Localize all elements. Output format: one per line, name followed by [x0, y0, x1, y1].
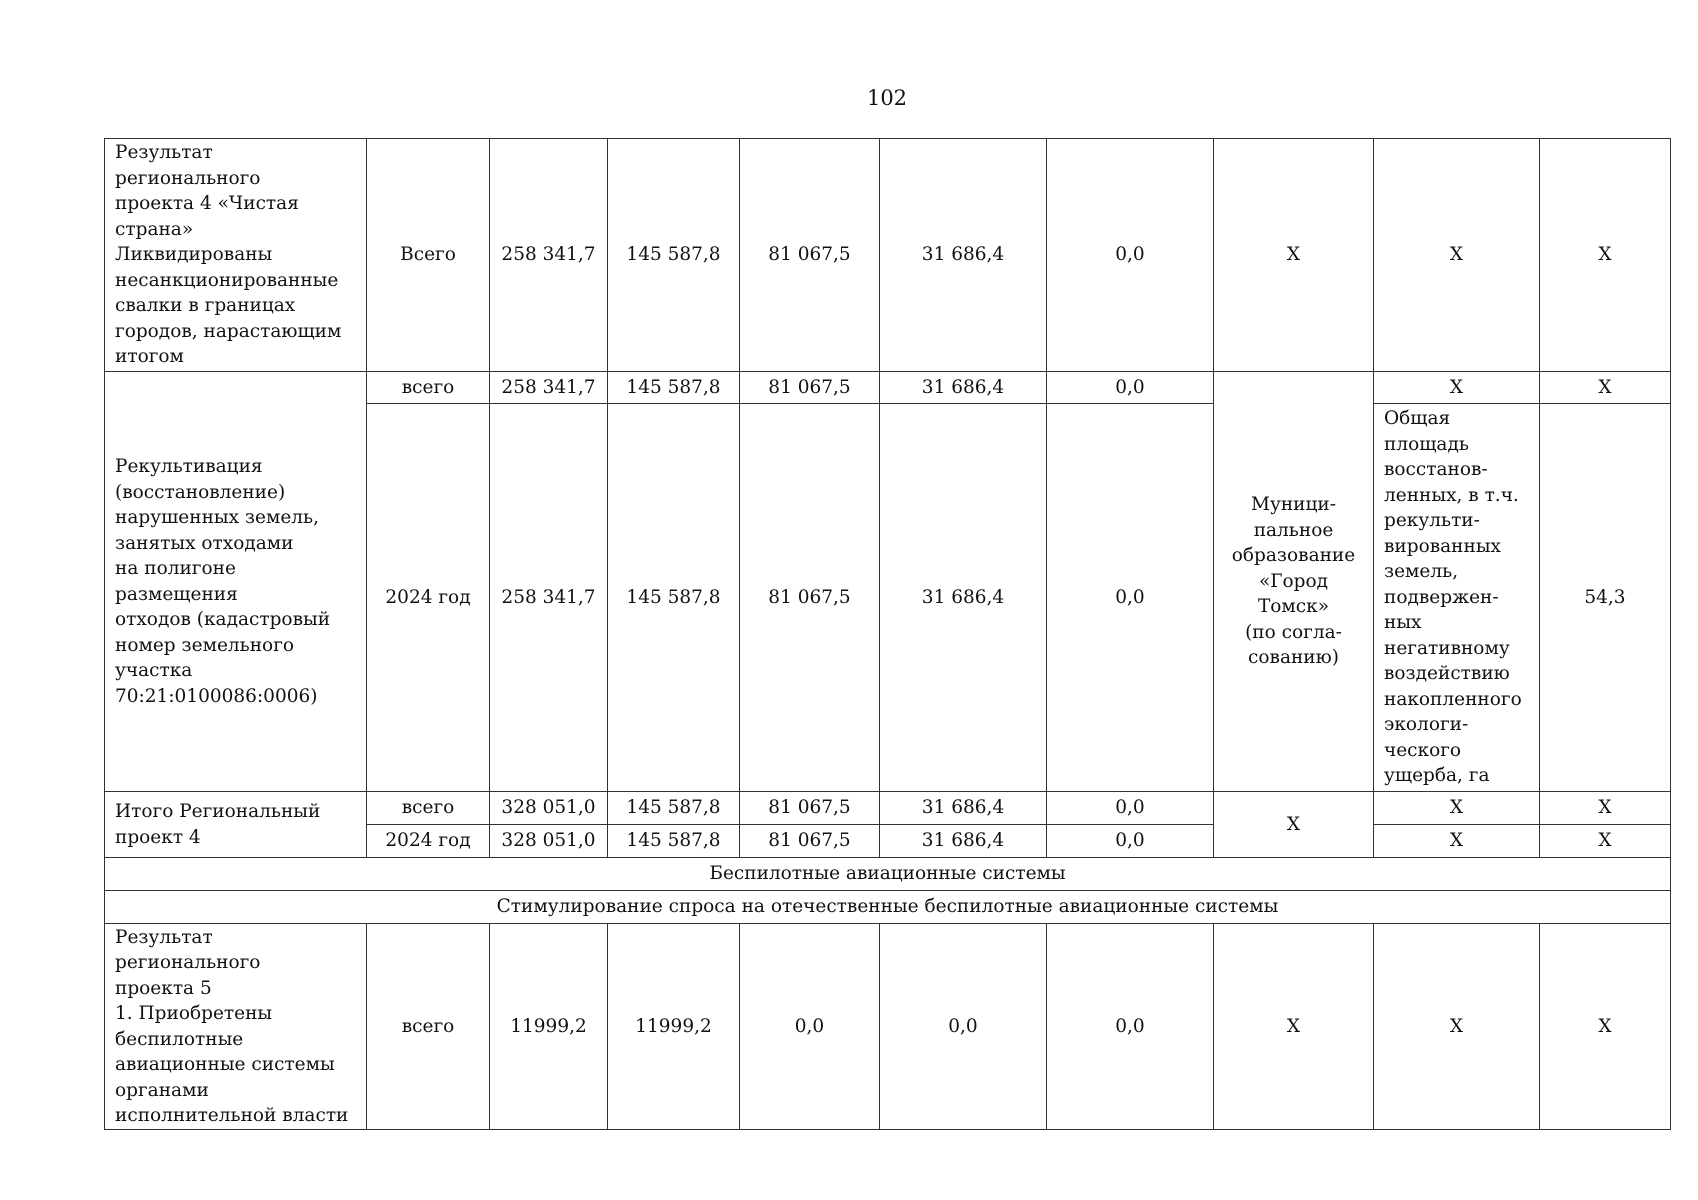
- value-cell: 81 067,5: [740, 404, 880, 792]
- period-cell: Всего: [367, 139, 490, 372]
- value-cell: 258 341,7: [490, 404, 608, 792]
- executor-cell: Муници- пальное образование «Город Томск» (по согла- сованию): [1214, 372, 1374, 792]
- section-row: [105, 858, 1671, 891]
- period-cell: всего: [367, 372, 490, 404]
- indicator-value-cell: X: [1540, 139, 1671, 372]
- value-cell: 0,0: [1047, 372, 1214, 404]
- value-cell: 31 686,4: [880, 372, 1047, 404]
- value-cell: 0,0: [1047, 924, 1214, 1130]
- indicator-cell: X: [1374, 792, 1540, 825]
- value-cell: 11999,2: [608, 924, 740, 1130]
- value-cell: 145 587,8: [608, 825, 740, 858]
- period-cell: 2024 год: [367, 404, 490, 792]
- value-cell: 0,0: [1047, 825, 1214, 858]
- value-cell: 81 067,5: [740, 825, 880, 858]
- indicator-value-cell: X: [1540, 372, 1671, 404]
- executor-cell: X: [1214, 924, 1374, 1130]
- value-cell: 145 587,8: [608, 404, 740, 792]
- value-cell: 81 067,5: [740, 792, 880, 825]
- value-cell: 81 067,5: [740, 139, 880, 372]
- value-cell: 0,0: [1047, 404, 1214, 792]
- table-row: [105, 792, 1671, 825]
- value-cell: 11999,2: [490, 924, 608, 1130]
- value-cell: 0,0: [880, 924, 1047, 1130]
- period-cell: 2024 год: [367, 825, 490, 858]
- value-cell: 31 686,4: [880, 139, 1047, 372]
- value-cell: 81 067,5: [740, 372, 880, 404]
- budget-table: [104, 138, 1671, 1130]
- value-cell: 145 587,8: [608, 792, 740, 825]
- value-cell: 0,0: [1047, 139, 1214, 372]
- indicator-cell: X: [1374, 924, 1540, 1130]
- table-row: [105, 139, 1671, 372]
- indicator-cell: X: [1374, 825, 1540, 858]
- section-heading: Беспилотные авиационные системы: [105, 858, 1671, 891]
- table-row: [105, 924, 1671, 1130]
- value-cell: 31 686,4: [880, 404, 1047, 792]
- value-cell: 31 686,4: [880, 792, 1047, 825]
- value-cell: 258 341,7: [490, 139, 608, 372]
- value-cell: 0,0: [1047, 792, 1214, 825]
- indicator-value-cell: X: [1540, 792, 1671, 825]
- value-cell: 145 587,8: [608, 139, 740, 372]
- indicator-value-cell: 54,3: [1540, 404, 1671, 792]
- indicator-value-cell: X: [1540, 825, 1671, 858]
- value-cell: 145 587,8: [608, 372, 740, 404]
- item-name: Результат регионального проекта 4 «Чистая страна» Ликвидированы несанкционированные свалки в границах городов, нарастающим итогом: [105, 139, 367, 372]
- section-heading: Стимулирование спроса на отечественные беспилотные авиационные системы: [105, 891, 1671, 924]
- value-cell: 328 051,0: [490, 792, 608, 825]
- value-cell: 0,0: [740, 924, 880, 1130]
- indicator-cell: X: [1374, 139, 1540, 372]
- page-number: 102: [866, 86, 908, 110]
- value-cell: 328 051,0: [490, 825, 608, 858]
- value-cell: 31 686,4: [880, 825, 1047, 858]
- period-cell: всего: [367, 924, 490, 1130]
- indicator-cell: X: [1374, 372, 1540, 404]
- executor-cell: X: [1214, 139, 1374, 372]
- section-row: [105, 891, 1671, 924]
- item-name: Рекультивация (восстановление) нарушенных земель, занятых отходами на полигоне размещения отходов (кадастровый номер земельного участка 70:21:0100086:0006): [105, 372, 367, 792]
- indicator-cell: Общая площадь восстанов- ленных, в т.ч. рекульти- вированных земель, подвержен- ных негативному воздействию накопленного экологи- ческого ущерба, га: [1374, 404, 1540, 792]
- period-cell: всего: [367, 792, 490, 825]
- executor-cell: X: [1214, 792, 1374, 858]
- indicator-value-cell: X: [1540, 924, 1671, 1130]
- table-row: [105, 372, 1671, 404]
- item-name: Результат регионального проекта 5 1. Приобретены беспилотные авиационные системы органами исполнительной власти: [105, 924, 367, 1130]
- item-name: Итого Региональный проект 4: [105, 792, 367, 858]
- value-cell: 258 341,7: [490, 372, 608, 404]
